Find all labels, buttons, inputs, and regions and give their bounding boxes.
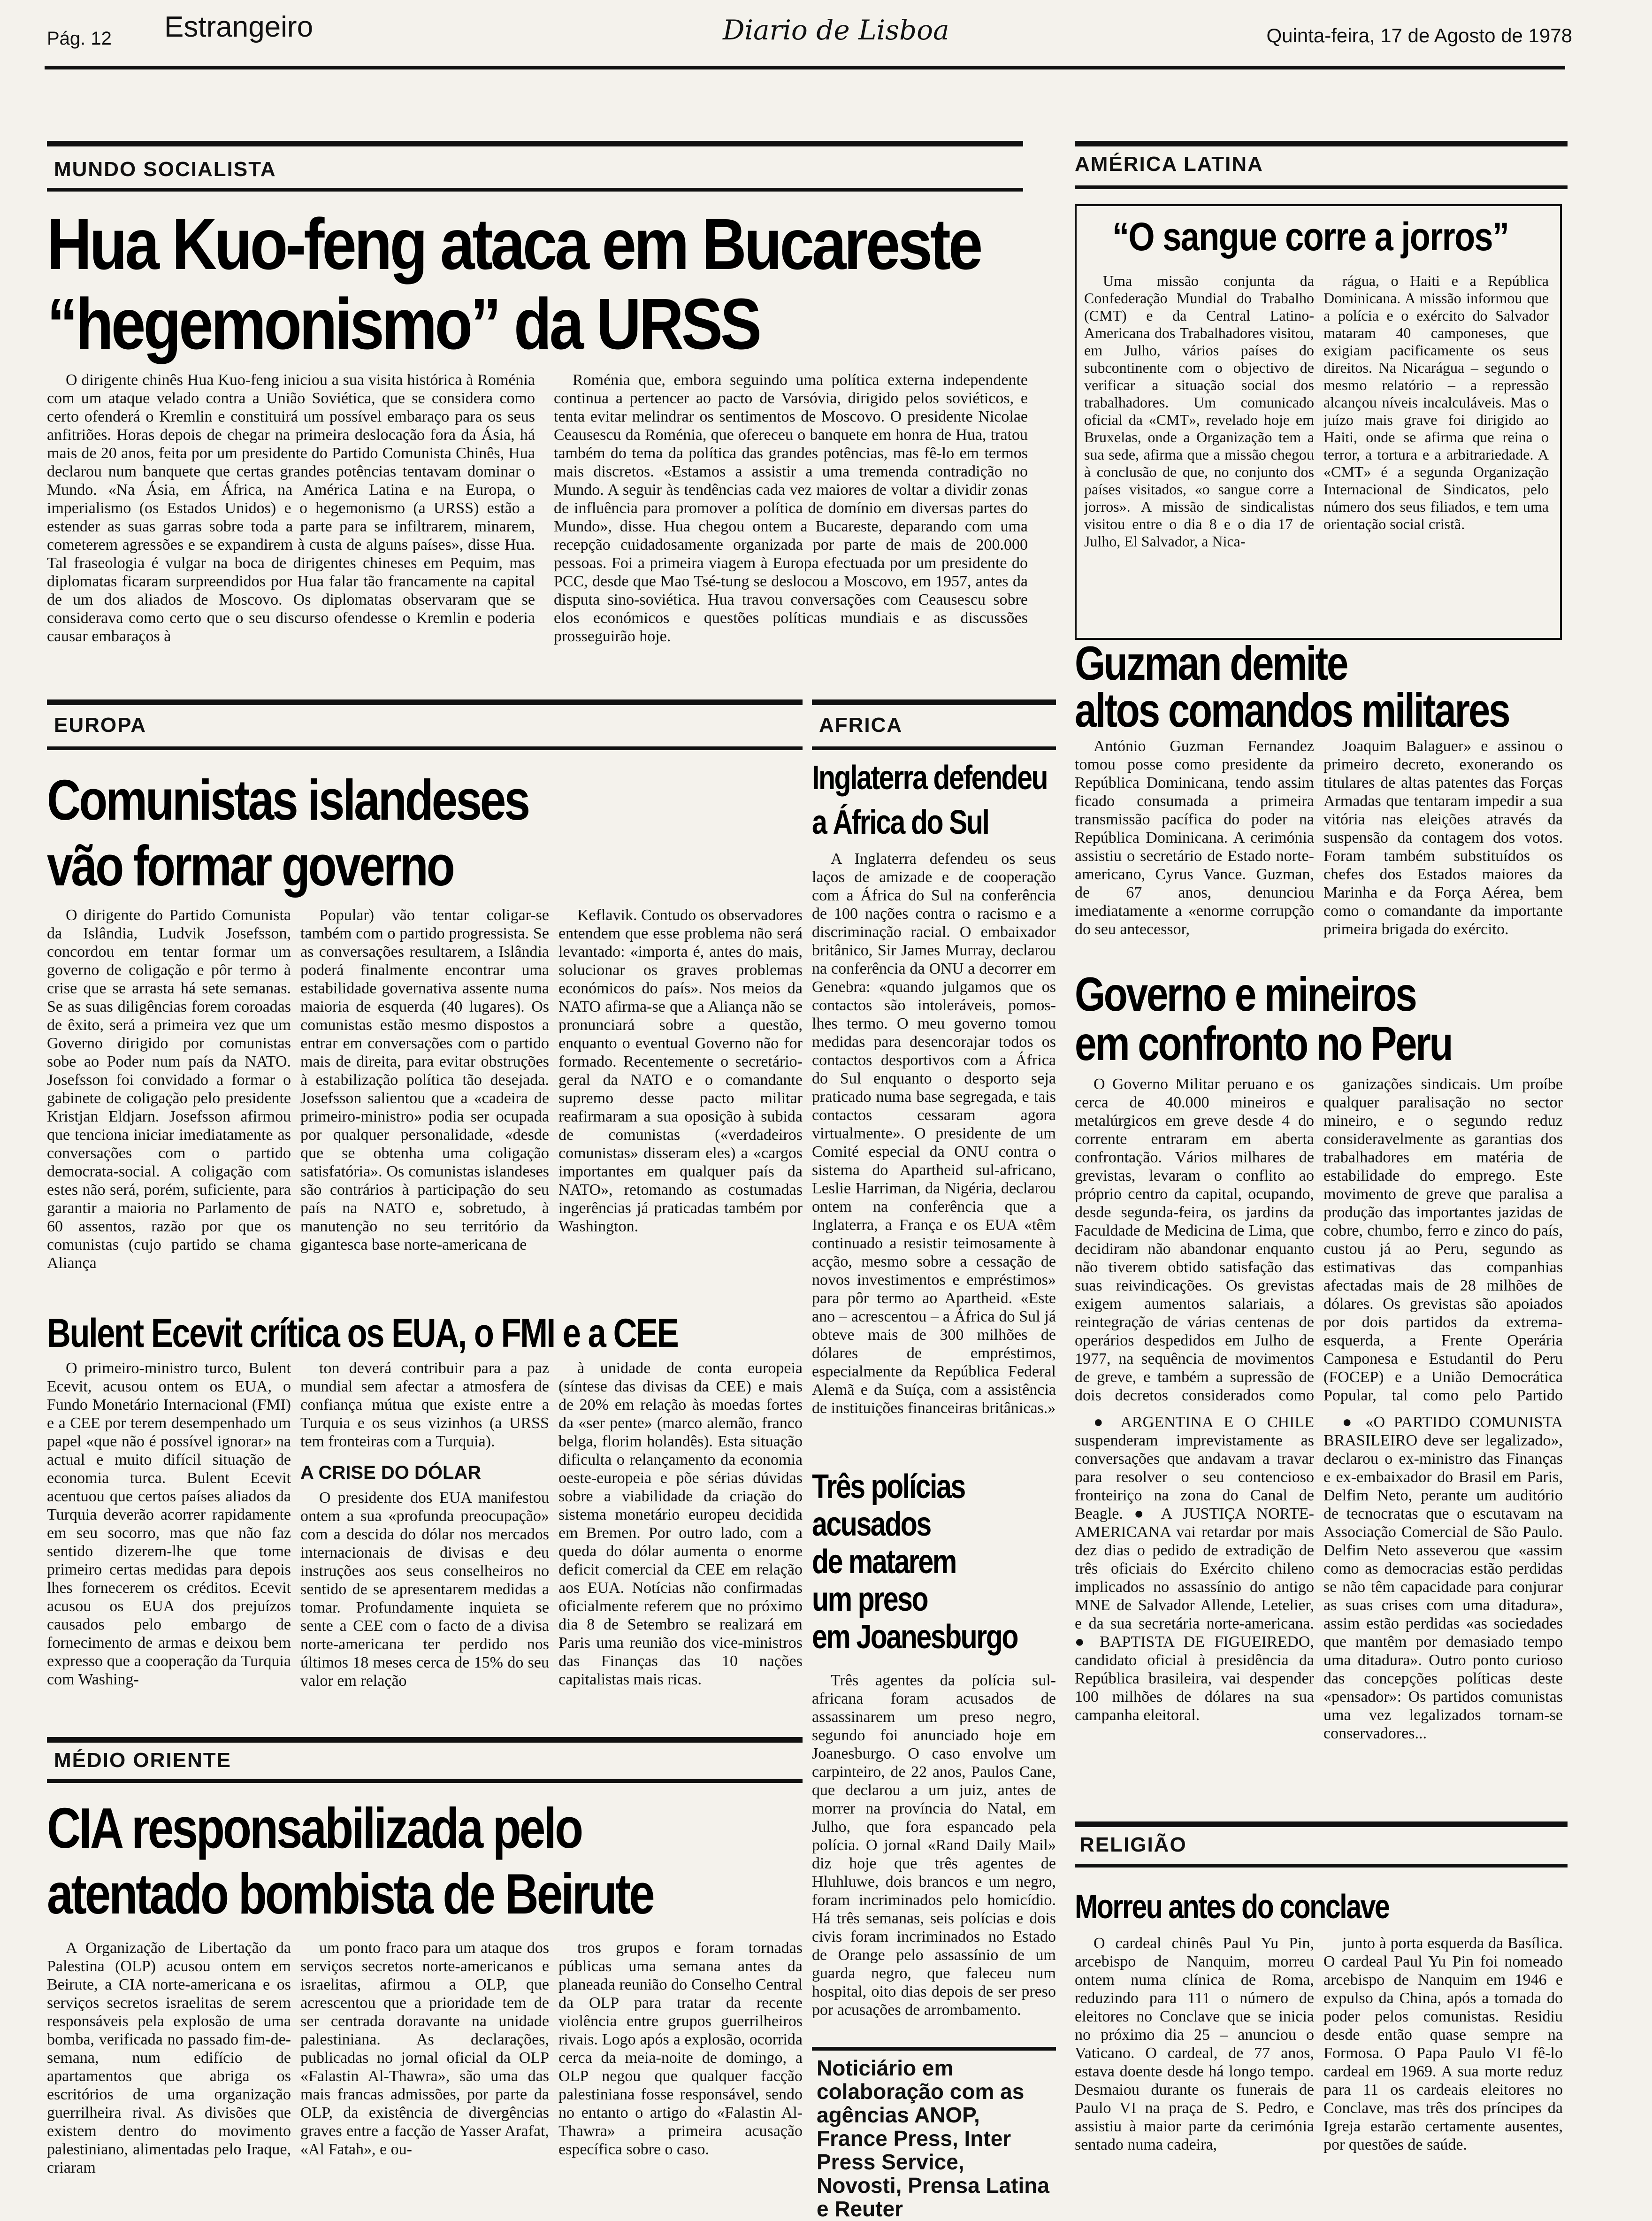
article-policias-col: Três agentes da polícia sul-africana foram acusados de assassinarem um preso negro, segundo foi anunciado hoje em Joanesburgo. O caso envolve um carpinteiro, de 22 anos, Paulos Cane, que declarou a um juiz, antes de morrer na província do Natal, em Julho, que fora espancado pela polícia. O jornal «Rand Daily Mail» diz hoje que três agentes de Hluhluwe, dois brancos e um negro, foram incriminados pelo homicídio. Há três semanas, seis polícias e dois civis foram incriminados no Estado de Orange pelo assassínio de um guarda negro, que faleceu num hospital, oito dias depois de ser preso por acusações de arrombamento. [812,1672,1056,2019]
rule [1075,141,1568,146]
rule [47,1779,803,1783]
rule [1075,1864,1568,1867]
section-label-mundo-socialista: MUNDO SOCIALISTA [54,158,276,181]
article-ecevit-col2: ton deverá contribuir para a paz mundial sem afectar a atmosfera de confiança mútua que existe entre a Turquia e os seus vizinhos (a URSS tem fronteiras com a Turquia). A CRISE DO DÓLAR O presidente dos EUA manifestou ontem a sua «profunda preocupação» com a descida do dólar nos mercados internacionais de divisas e deu instruções aos seus conselheiros no sentido de se apresentarem medidas a tomar. Profundamente inquieta se sente a CEE com o facto de a divisa norte-americana ter perdido nos últimos 18 meses cerca de 15% do seu valor em relação [300,1360,549,1690]
headline-hua-2: “hegemonismo” da URSS [47,284,759,364]
headline-peru-1: Governo e mineiros [1075,968,1416,1021]
article-cia-col1: A Organização de Libertação da Palestina (OLP) acusou ontem em Beirute, a CIA norte-americana e os serviços secretos israelitas de serem responsáveis pela explosão de uma bomba, verificada no passado fim-de-semana, num edifício de apartamentos que abriga os escritórios de uma organização guerrilheira rival. As divisões que existem dentro do movimento palestiniano, alimentadas pelo Iraque, criaram [47,1939,291,2176]
article-peru-col1: O Governo Militar peruano e os cerca de 40.000 mineiros e metalúrgicos em greve desde 4 do corrente entraram em aberta confrontação. Vários milhares de grevistas, levaram o conflito ao próprio centro da capital, ocupando, desde segunda-feira, os jardins da Faculdade de Medicina de Lima, que decidiram não abandonar enquanto não tiverem obtido satisfação das suas reivindicações. Os grevistas exigem aumentos salariais, a reintegração de várias centenas de operários despedidos em Julho de 1977, na sequência de movimentos de greve, e também a supressão de dois decretos considerados como [1075,1076,1314,1404]
headline-cia-1: CIA responsabilizada pelo [47,1796,582,1860]
headline-policias-3: de matarem [812,1543,956,1581]
rule [812,746,1056,750]
rule [47,746,803,750]
rule [1075,185,1568,189]
rule [47,141,1023,146]
masthead: Diario de Lisboa [723,14,949,46]
article-cia-col2: um ponto fraco para um ataque dos serviços secretos norte-americanos e israelitas, afirmou a OLP, que acrescentou que a prioridade tem de ser centrada doravante na unidade palestiniana. As declarações, publicadas no jornal oficial da OLP «Falastin Al-Thawra», são uma das mais francas admissões, por parte da OLP, da existência de divergências graves entre a facção de Yasser Arafat, «Al Fatah», e ou- [300,1939,549,2158]
header-rule [45,66,1565,69]
headline-inglaterra-1: Inglaterra defendeu [812,759,1048,797]
rule [47,699,803,705]
article-cia-col3: tros grupos e foram tornadas públicas uma semana antes da planeada reunião do Conselho Central da OLP para tratar da recente violência entre grupos guerrilheiros rivais. Logo após a explosão, ocorrida cerca da meia-noite de domingo, a OLP negou que qualquer facção palestiniana fosse responsável, sendo no entanto o artigo do «Falastin Al-Thawra» a primeira acusação específica sobre o caso. [558,1939,803,2158]
page-number: Pág. 12 [47,28,112,49]
rule [812,2047,1056,2051]
section-label-europa: EUROPA [54,714,146,737]
section-label-america-latina: AMÉRICA LATINA [1075,153,1263,176]
rule [812,699,1056,705]
article-ecevit-col3: à unidade de conta europeia (síntese das divisas da CEE) e mais de 20% em relação às moedas fortes da «ser pente» (marco alemão, franco belga, florim holandês). Esta situação dificulta o relançamento da economia oeste-europeia e põe sérias dúvidas sobre a viabilidade da criação do sistema monetário europeu decidida em Bremen. Por outro lado, com a queda do dólar aumenta o enorme deficit comercial da CEE em relação aos EUA. Notícias não confirmadas oficialmente referem que no próximo dia 8 de Setembro se realizará em Paris uma reunião dos vice-ministros das Finanças das 10 nações capitalistas mais ricas. [558,1360,803,1688]
article-conclave-col1: O cardeal chinês Paul Yu Pin, arcebispo de Nanquim, morreu ontem numa clínica de Roma, reduzindo para 111 o número de eleitores no Conclave que se inicia no próximo dia 25 – anunciou o Vaticano. O cardeal, de 77 anos, estava doente desde há longo tempo. Desmaiou durante os funerais de Paulo VI na praça de S. Pedro, e assistiu à maior parte da cerimónia sentado numa cadeira, [1075,1935,1314,2153]
article-peru-col2: ganizações sindicais. Um proíbe qualquer paralisação no sector mineiro, e o segundo reduz consideravelmente as garantias dos trabalhadores em matéria de estabilidade do emprego. Este movimento de greve que paralisa a produção das importantes jazidas de cobre, chumbo, ferro e zinco do país, custou já ao Peru, segundo as estimativas das companhias afectadas mais de 28 milhões de dólares. Os grevistas são apoiados por dois partidos da extrema-esquerda, a Frente Operária Camponesa e Estudantil do Peru (FOCEP) e a União Democrática Popular, tal como pelo Partido [1323,1076,1563,1404]
headline-policias-1: Três polícias [812,1468,965,1506]
rule [47,188,1023,192]
section-name: Estrangeiro [164,11,314,43]
headline-guzman-2: altos comandos militares [1075,684,1509,737]
headline-peru-2: em confronto no Peru [1075,1017,1452,1070]
article-hua-col1: O dirigente chinês Hua Kuo-feng iniciou a sua visita histórica à Roménia com um ataque velado contra a União Soviética, que se considera como certo ofenderá o Kremlin e constituirá um possível embaraço para os seus anfitriões. Horas depois de chegar na primeira deslocação fora da Ásia, há mais de 20 anos, feita por um presidente do Partido Comunista Chinês, Hua declarou num banquete que certas grandes potências tentavam dominar o Mundo. «Na Ásia, em África, na América Latina e na Europa, o imperialismo (os Estados Unidos) e o hegemonismo (a URSS) estão a estender as suas garras sobre toda a parte para se infiltrarem, minarem, cometerem agressões e se expandirem à custa de alguns países», disse Hua. Tal fraseologia é vulgar na boca de dirigentes chineses em Pequim, mas diplomatas ficaram surpreendidos por Hua falar tão francamente na capital de um dos aliados de Moscovo. Os diplomatas observaram que se considerava como certo que o seu discurso ofendesse o Kremlin e poderia causar embaraços à [47,371,535,645]
headline-guzman-1: Guzman demite [1075,637,1347,690]
headline-policias-2: acusados [812,1506,931,1543]
article-sangue-col1: Uma missão conjunta da Confederação Mundial do Trabalho (CMT) e da Central Latino-Americana dos Trabalhadores visitou, em Julho, vários países do subcontinente com o objectivo de verificar a situação social dos trabalhadores. Um comunicado oficial da «CMT», revelado hoje em Bruxelas, onde a Organização tem a sua sede, afirma que a missão chegou à conclusão de que, no conjunto dos países visitados, «o sangue corre a jorros». A missão de sindicalistas visitou entre o dia 8 e o dia 17 de Julho, El Salvador, a Nica- [1084,272,1314,550]
headline-policias-5: em Joanesburgo [812,1618,1017,1656]
article-conclave-col2: junto à porta esquerda da Basílica. O cardeal Paul Yu Pin foi nomeado arcebispo de Nanquim em 1946 e expulso da China, após a tomada do poder pelos comunistas. Residiu desde então quase sempre na Formosa. O Papa Paulo VI fê-lo cardeal em 1969. A sua morte reduz para 11 os cardeais eleitores no Conclave, mas três dos príncipes da Igreja estarão certamente ausentes, por questões de saúde. [1323,1935,1563,2153]
article-hua-col2: Roménia que, embora seguindo uma política externa independente continua a pertencer ao pacto de Varsóvia, dirigido pelos soviéticos, e tenta evitar melindrar os sentimentos de Moscovo. O presidente Nicolae Ceausescu da Roménia, que ofereceu o banquete em honra de Hua, tratou também do tema da política das grandes potências, mas fê-lo em termos mais discretos. «Estamos a assistir a uma tremenda contradição no Mundo. A seguir às tendências cada vez maiores de voltar a dividir zonas de influência para promover a política de domínio em diversas partes do Mundo», disse. Hua chegou ontem a Bucareste, deparando com uma recepção cuidadosamente organizada por parte de mais de 200.000 pessoas. Foi a primeira viagem à Europa efectuada por um presidente do PCC, desde que Mao Tsé-tung se deslocou a Moscovo, em 1957, antes da disputa sino-soviética. Hua travou conversações com Ceausescu sobre elos económicos e questões políticas mundiais e as discussões prosseguirão hoje. [554,371,1028,645]
headline-ecevit: Bulent Ecevit crítica os EUA, o FMI e a CEE [47,1311,678,1356]
article-islandia-col1: O dirigente do Partido Comunista da Islândia, Ludvik Josefsson, concordou em tentar formar um governo de coligação e pôr termo à crise que se arrasta há sete semanas. Se as suas diligências forem coroadas de êxito, será a primeira vez que um Governo dirigido por comunistas sobe ao Poder num país da NATO. Josefsson foi convidado a formar o gabinete de coligação pelo presidente Kristjan Eldjarn. Josefsson afirmou que tenciona iniciar imediatamente as conversações com o partido democrata-social. A coligação com estes não será, porém, suficiente, para garantir a maioria no Parlamento de 60 assentos, razão por que os comunistas (cujo partido se chama Aliança [47,907,291,1272]
article-ecevit-col1: O primeiro-ministro turco, Bulent Ecevit, acusou ontem os EUA, o Fundo Monetário Internacional (FMI) e a CEE por terem desempenhado um papel «que não é possível ignorar» na actual e muito difícil situação de economia turca. Bulent Ecevit acentuou que certos países aliados da Turquia deverão acorrer rapidamente em seu socorro, mas que não faz sentido dizerem-lhe que tome primeiro certas medidas para depois lhes fornecerem os créditos. Ecevit acusou os EUA dos prejuízos causados pelo embargo de fornecimento de armas e deixou bem expresso que a cooperação da Turquia com Washing- [47,1360,291,1688]
section-label-medio-oriente: MÉDIO ORIENTE [54,1749,232,1772]
agencies-credit: Noticiário em colaboração com as agências ANOP, France Press, Inter Press Service, Novosti, Prensa Latina e Reuter [817,2056,1049,2221]
subhead-crise-dolar: A CRISE DO DÓLAR [300,1462,482,1483]
article-islandia-col3: Keflavik. Contudo os observadores entendem que esse problema não será levantado: «importa é, antes do mais, solucionar os graves problemas económicos do país». Nos meios da NATO afirma-se que a Aliança não se pronunciará sobre a questão, enquanto o eventual Governo não for formado. Recentemente o secretário-geral da NATO e o comandante supremo desse pacto militar reafirmaram a sua oposição à subida de comunistas («verdadeiros comunistas» disseram eles) a «cargos importantes em qualquer país da NATO», retomando as costumadas ingerências já praticadas também por Washington. [558,907,803,1235]
issue-date: Quinta-feira, 17 de Agosto de 1978 [1266,24,1572,46]
briefs-col2: ● «O PARTIDO COMUNISTA BRASILEIRO deve ser legalizado», declarou o ex-ministro das Finanças e ex-embaixador do Brasil em Paris, Delfim Neto, perante um auditório de tecnocratas que o escutavam na Associação Comercial de São Paulo. Delfim Neto asseverou que «assim como as democracias estão perdidas se não têm capacidade para conjurar as suas crises com uma ditadura», assim estão perdidas «as sociedades que mantêm por demasiado tempo uma ditadura». Outro ponto curioso das concepções políticas deste «pensador»: Os partidos comunistas uma vez legalizados tornam-se conservadores... [1323,1414,1563,1742]
headline-policias-4: um preso [812,1581,928,1618]
article-inglaterra-col: A Inglaterra defendeu os seus laços de amizade e de cooperação com a África do Sul na conferência de 100 nações contra o racismo e a discriminação racial. O embaixador britânico, Sir James Murray, declarou na conferência da ONU a decorrer em Genebra: «quando julgamos que os contactos são intoleráveis, pomos-lhes termo. O meu governo tomou medidas para desencorajar todos os contactos desportivos com a África do Sul enquanto o desporto seja praticado numa base segregada, e tais contactos cessaram agora virtualmente». O presidente de um Comité especial da ONU contra o sistema do Apartheid sul-africano, Leslie Harriman, da Nigéria, declarou ontem na conferência que a Inglaterra, a França e os EUA «têm continuado a resistir teimosamente à acção, mesmo sobre a cessação de novos investimentos e empréstimos» para pôr termo ao Apartheid. «Este ano – acrescentou – a África do Sul já obteve mais de 300 milhões de dólares de empréstimos, especialmente da República Federal Alemã e da Suíça, com a assistência de instituições financeiras britânicas.» [812,850,1056,1417]
headline-hua-1: Hua Kuo-feng ataca em Bucareste [47,204,981,284]
article-sangue-col2: rágua, o Haiti e a República Dominicana. A missão informou que a polícia e o exército do Salvador mataram 40 camponeses, que exigiam pacificamente os seus direitos. Na Nicarágua – segundo o mesmo relatório – a repressão alcançou níveis incalculáveis. Mas o juízo mais grave foi dirigido ao Haiti, onde se afirma que reina o terror, a tortura e a arbitrariedade. A «CMT» é a segunda Organização Internacional de Sindicatos, pelo número dos seus filiados, e tem uma orientação social cristã. [1323,272,1549,532]
section-label-africa: AFRICA [819,714,903,737]
headline-conclave: Morreu antes do conclave [1075,1888,1389,1926]
briefs-col1: ● ARGENTINA E O CHILE suspenderam imprevistamente as conversações que andavam a travar para resolver o seu contencioso fronteiriço na zona do Canal de Beagle. ● A JUSTIÇA NORTE-AMERICANA vai retardar por mais dez dias o pedido de extradição de três oficiais do Exército chileno implicados no assassínio do antigo MNE de Salvador Allende, Letelier, e da sua secretária norte-americana. ● BAPTISTA DE FIGUEIREDO, candidato oficial à presidência da República brasileira, vai despender 100 milhões de dólares na sua campanha eleitoral. [1075,1414,1314,1724]
headline-islandia-2: vão formar governo [47,834,453,898]
headline-inglaterra-2: a África do Sul [812,804,989,841]
rule [47,1737,803,1743]
section-label-religiao: RELIGIÃO [1079,1833,1187,1856]
headline-islandia-1: Comunistas islandeses [47,768,528,832]
article-guzman-col1: António Guzman Fernandez tomou posse como presidente da República Dominicana, tendo assim ficado consumada a primeira transmissão pacífica do poder na República Dominicana. A cerimónia assistiu o secretário de Estado norte-americano, Cyrus Vance. Guzman, de 67 anos, denunciou imediatamente a «enorme corrupção do seu antecessor, [1075,738,1314,938]
article-guzman-col2: Joaquim Balaguer» e assinou o primeiro decreto, exonerando os titulares de altas patentes das Forças Armadas que tentaram impedir a sua vitória nas eleições através da suspensão da contagem dos votos. Foram também substituídos os chefes dos Estados maiores da Marinha e da Força Aérea, bem como o comandante da importante primeira brigada do exército. [1323,738,1563,938]
article-islandia-col2: Popular) vão tentar coligar-se também com o partido progressista. Se as conversações resultarem, a Islândia poderá finalmente encontrar uma estabilidade governativa assente numa maioria de esquerda (40 lugares). Os comunistas estão mesmo dispostos a entrar em conversações com o partido mais de direita, para evitar obstruções à estabilização política tão desejada. Josefsson salientou que a «cadeira de primeiro-ministro» podia ser ocupada por qualquer personalidade, «desde que se obtenha uma coligação satisfatória». Os comunistas islandeses são contrários à participação do seu país na NATO e, sobretudo, à manutenção no seu território da gigantesca base norte-americana de [300,907,549,1253]
rule [1075,1821,1568,1827]
headline-cia-2: atentado bombista de Beirute [47,1862,653,1926]
headline-sangue: “O sangue corre a jorros” [1112,215,1509,259]
